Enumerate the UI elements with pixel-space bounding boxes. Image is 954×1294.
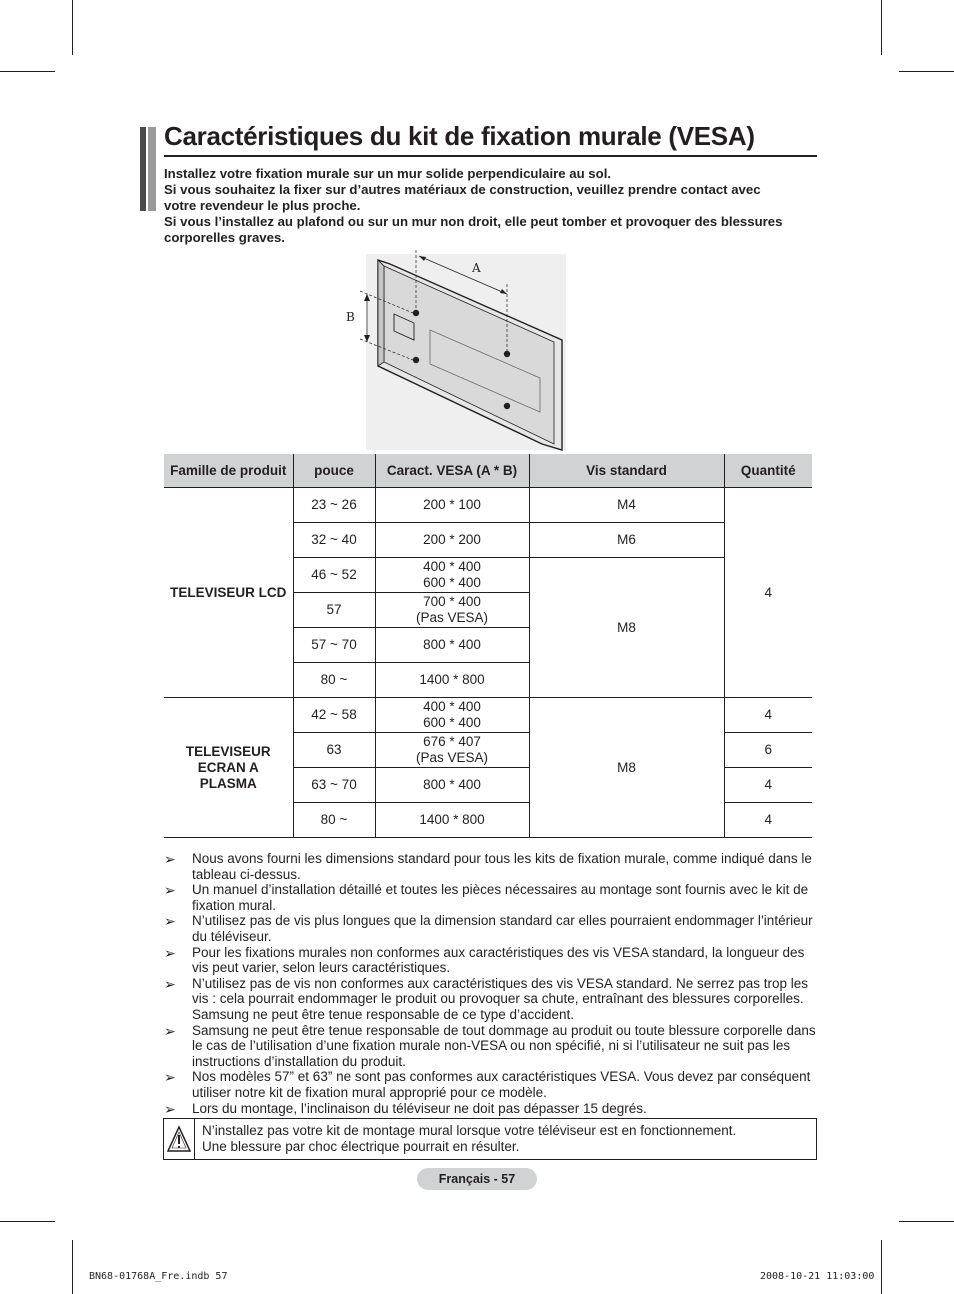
arrow-icon: ➢: [164, 944, 176, 961]
tv-rear-illustration: [340, 248, 570, 452]
note-text: Lors du montage, l’inclinaison du téléviseur ne doit pas dépasser 15 degrés.: [192, 1100, 647, 1116]
screw-cell: M8: [529, 558, 724, 698]
intro-text: [164, 166, 820, 246]
vesa-cell: 700 * 400 (Pas VESA): [375, 593, 529, 628]
intro-line: Si vous l’installez au plafond ou sur un mur non droit, elle peut tomber et provoquer des blessures corporelles graves.: [164, 214, 783, 245]
title-underline: [164, 155, 817, 157]
vesa-cell: 800 * 400: [375, 768, 529, 803]
note-text: N’utilisez pas de vis plus longues que la dimension standard car elles pourraient endommager l’intérieur du téléviseur.: [192, 913, 813, 944]
figure-label-a: A: [472, 261, 481, 275]
intro-line: Installez votre fixation murale sur un mur solide perpendiculaire au sol.: [164, 166, 612, 181]
note-text: Samsung ne peut être tenue responsable de tout dommage au produit ou toute blessure corporelle dans le cas de l’utilisation d’une fixation murale non-VESA ou non spécifié, ni si l’utilisateur ne suit pas les instructions d’installation du produit.: [192, 1022, 816, 1069]
warning-text: N’installez pas votre kit de montage mural lorsque votre téléviseur est en fonctionnement. Une blessure par choc électrique pourrait en résulter.: [202, 1123, 737, 1154]
note-text: N’utilisez pas de vis non conformes aux caractéristiques des vis VESA standard. Ne serrez pas trop les vis : cela pourrait endommager le produit ou provoquer sa chute, entraînant des blessures corporelles. Samsung ne peut être tenue responsable de ce type d’accident.: [192, 975, 809, 1022]
crop-mark: [899, 1221, 954, 1222]
arrow-icon: ➢: [164, 1022, 176, 1039]
arrow-icon: ➢: [164, 851, 176, 867]
screw-cell: M6: [529, 523, 724, 558]
inch-cell: 46 ~ 52: [293, 558, 375, 593]
vesa-cell: 200 * 100: [375, 488, 529, 523]
crop-mark: [72, 0, 73, 55]
warning-triangle-icon: [164, 1119, 194, 1159]
inch-cell: 63 ~ 70: [293, 768, 375, 803]
quantity-cell: 6: [724, 733, 812, 768]
vesa-cell: 1400 * 800: [375, 803, 529, 838]
header-cell: pouce: [293, 454, 375, 488]
crop-mark: [881, 1240, 882, 1294]
warning-box: [163, 1118, 817, 1160]
print-slug-date: 2008-10-21 11:03:00: [760, 1271, 875, 1282]
header-cell: Quantité: [724, 454, 812, 488]
vesa-cell: 1400 * 800: [375, 663, 529, 698]
note-item: [164, 976, 820, 1023]
quantity-cell: 4: [724, 698, 812, 733]
header-cell: Vis standard: [529, 454, 724, 488]
print-slug-file: BN68-01768A_Fre.indb 57: [89, 1271, 228, 1282]
note-item: [164, 945, 820, 976]
arrow-icon: ➢: [164, 913, 176, 930]
header-cell: Caract. VESA (A * B): [375, 454, 529, 488]
quantity-cell: 4: [724, 768, 812, 803]
crop-mark: [72, 1240, 73, 1294]
note-item: [164, 1069, 820, 1100]
inch-cell: 32 ~ 40: [293, 523, 375, 558]
arrow-icon: ➢: [164, 975, 176, 992]
family-cell: TELEVISEUR ECRAN A PLASMA: [164, 698, 293, 838]
note-text: Un manuel d’installation détaillé et toutes les pièces nécessaires au montage sont fournis avec le kit de fixation mural.: [192, 882, 809, 913]
note-item: [164, 1101, 820, 1117]
inch-cell: 57 ~ 70: [293, 628, 375, 663]
table-row: [164, 698, 812, 733]
note-item: [164, 851, 820, 882]
vesa-cell: 800 * 400: [375, 628, 529, 663]
crop-mark: [0, 71, 55, 72]
arrow-icon: ➢: [164, 1100, 176, 1117]
note-text: Nous avons fourni les dimensions standard pour tous les kits de fixation murale, comme indiqué dans le tableau ci-dessus.: [192, 851, 812, 882]
screw-cell: M4: [529, 488, 724, 523]
page-title: Caractéristiques du kit de fixation murale (VESA): [164, 121, 755, 151]
crop-mark: [0, 1221, 55, 1222]
page-number-badge: Français - 57: [417, 1168, 537, 1190]
inch-cell: 57: [293, 593, 375, 628]
notes-list: [164, 851, 820, 1116]
note-item: [164, 882, 820, 913]
warning-icon-cell: [164, 1119, 195, 1159]
arrow-icon: ➢: [164, 882, 176, 899]
table-header-row: [164, 454, 812, 488]
vesa-spec-table: [164, 454, 812, 838]
note-item: [164, 1023, 820, 1070]
note-item: [164, 913, 820, 944]
inch-cell: 80 ~: [293, 663, 375, 698]
quantity-cell: 4: [724, 803, 812, 838]
inch-cell: 23 ~ 26: [293, 488, 375, 523]
inch-cell: 80 ~: [293, 803, 375, 838]
title-accent-bar: [140, 127, 156, 211]
header-cell: Famille de produit: [164, 454, 293, 488]
note-text: Nos modèles 57” et 63” ne sont pas conformes aux caractéristiques VESA. Vous devez par conséquent utiliser notre kit de fixation mural approprié pour ce modèle.: [192, 1069, 811, 1100]
vesa-cell: 676 * 407 (Pas VESA): [375, 733, 529, 768]
arrow-icon: ➢: [164, 1069, 176, 1086]
intro-line: Si vous souhaitez la fixer sur d’autres matériaux de construction, veuillez prendre contact avec votre revendeur le plus proche.: [164, 182, 761, 213]
crop-mark: [899, 71, 954, 72]
figure-label-b: B: [346, 310, 355, 324]
tv-rear-svg: [340, 248, 570, 452]
table-row: [164, 488, 812, 523]
crop-mark: [881, 0, 882, 55]
quantity-cell: 4: [724, 488, 812, 698]
inch-cell: 42 ~ 58: [293, 698, 375, 733]
vesa-cell: 400 * 400 600 * 400: [375, 558, 529, 593]
family-cell: TELEVISEUR LCD: [164, 488, 293, 698]
screw-cell: M8: [529, 698, 724, 838]
inch-cell: 63: [293, 733, 375, 768]
note-text: Pour les fixations murales non conformes aux caractéristiques des vis VESA standard, la longueur des vis peut varier, selon leurs caractéristiques.: [192, 944, 805, 976]
vesa-cell: 200 * 200: [375, 523, 529, 558]
vesa-cell: 400 * 400 600 * 400: [375, 698, 529, 733]
